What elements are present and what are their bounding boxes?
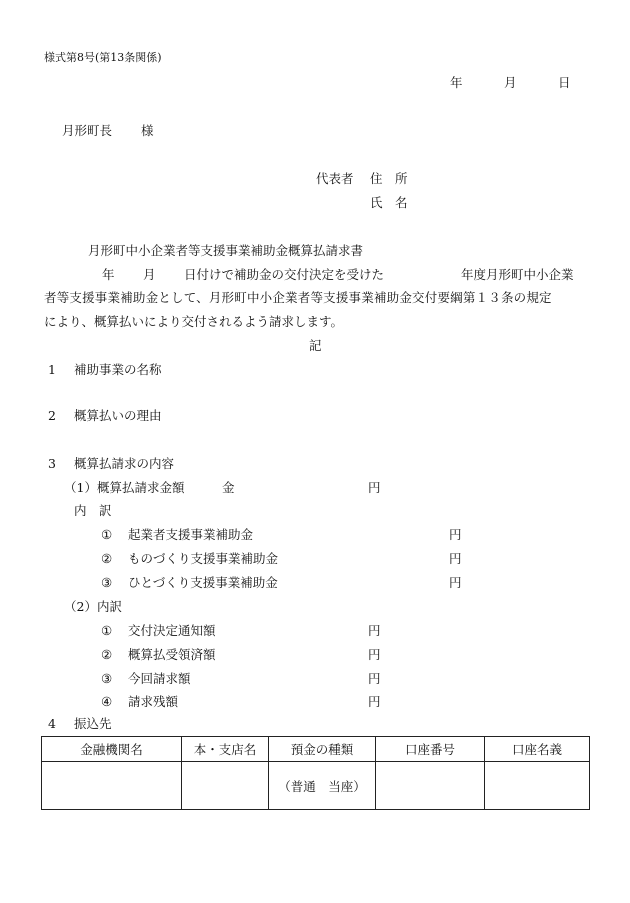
details-label: （2）内訳 (64, 599, 122, 614)
bank-table-header-row (42, 737, 590, 762)
item-1-label: 起業者支援事業補助金 (128, 527, 254, 542)
cell-bank-name[interactable] (42, 762, 182, 810)
detail-2-label: 概算払受領済額 (128, 647, 216, 662)
cell-account-holder[interactable] (485, 762, 590, 810)
header-account-holder: 口座名義 (485, 737, 590, 762)
date-year-label: 年 (450, 75, 463, 90)
section-1-label: 補助事業の名称 (74, 362, 162, 377)
section-4-number: 4 (48, 716, 56, 731)
name-label: 氏 名 (370, 195, 408, 210)
representative-label: 代表者 (316, 171, 354, 186)
header-account-number: 口座番号 (376, 737, 485, 762)
detail-2-mark: ② (101, 647, 113, 662)
detail-2-yen: 円 (368, 647, 381, 662)
item-1-mark: ① (101, 527, 113, 542)
item-1-yen: 円 (449, 527, 462, 542)
addressee-name: 月形町長 (62, 123, 113, 138)
request-amount-label: （1）概算払請求金額 (64, 480, 185, 495)
detail-3-mark: ③ (101, 671, 113, 686)
section-1-number: 1 (48, 362, 56, 377)
body-year: 年 (102, 267, 115, 282)
date-day-label: 日 (558, 75, 571, 90)
section-4-label: 振込先 (74, 716, 112, 731)
form-number: 様式第8号(第13条関係) (44, 51, 162, 64)
section-3-label: 概算払請求の内容 (74, 456, 175, 471)
item-3-label: ひとづくり支援事業補助金 (128, 575, 278, 590)
body-line-2: 者等支援事業補助金として、月形町中小企業者等支援事業補助金交付要綱第１３条の規定 (44, 290, 552, 305)
section-2-number: 2 (48, 408, 56, 423)
detail-3-yen: 円 (368, 671, 381, 686)
addressee-honorific: 様 (141, 123, 154, 138)
detail-4-yen: 円 (368, 694, 381, 709)
body-decision-text: 日付けで補助金の交付決定を受けた (184, 267, 385, 282)
address-label: 住 所 (370, 171, 408, 186)
header-bank-name: 金融機関名 (42, 737, 182, 762)
cell-account-number[interactable] (376, 762, 485, 810)
section-2-label: 概算払いの理由 (74, 408, 162, 423)
bank-account-table (41, 736, 590, 810)
item-3-yen: 円 (449, 575, 462, 590)
item-2-mark: ② (101, 551, 113, 566)
cell-deposit-type[interactable]: （普通 当座） (269, 762, 376, 810)
section-3-number: 3 (48, 456, 56, 471)
document-title: 月形町中小企業者等支援事業補助金概算払請求書 (88, 243, 364, 258)
item-3-mark: ③ (101, 575, 113, 590)
detail-4-mark: ④ (101, 694, 113, 709)
breakdown-label: 内 訳 (74, 503, 112, 518)
detail-4-label: 請求残額 (128, 694, 179, 709)
ki-label: 記 (309, 338, 322, 353)
header-branch-name: 本・支店名 (182, 737, 269, 762)
detail-1-label: 交付決定通知額 (128, 623, 216, 638)
body-line-3: により、概算払いにより交付されるよう請求します。 (44, 314, 344, 329)
date-month-label: 月 (504, 75, 517, 90)
request-amount-yen: 円 (368, 480, 381, 495)
detail-3-label: 今回請求額 (128, 671, 191, 686)
item-2-label: ものづくり支援事業補助金 (128, 551, 279, 566)
bank-table-row (42, 762, 590, 810)
detail-1-mark: ① (101, 623, 113, 638)
detail-1-yen: 円 (368, 623, 381, 638)
header-deposit-type: 預金の種類 (269, 737, 376, 762)
body-month: 月 (143, 267, 156, 282)
item-2-yen: 円 (449, 551, 462, 566)
body-fiscal-text: 年度月形町中小企業 (461, 267, 574, 282)
cell-branch-name[interactable] (182, 762, 269, 810)
request-amount-kin: 金 (222, 480, 235, 495)
